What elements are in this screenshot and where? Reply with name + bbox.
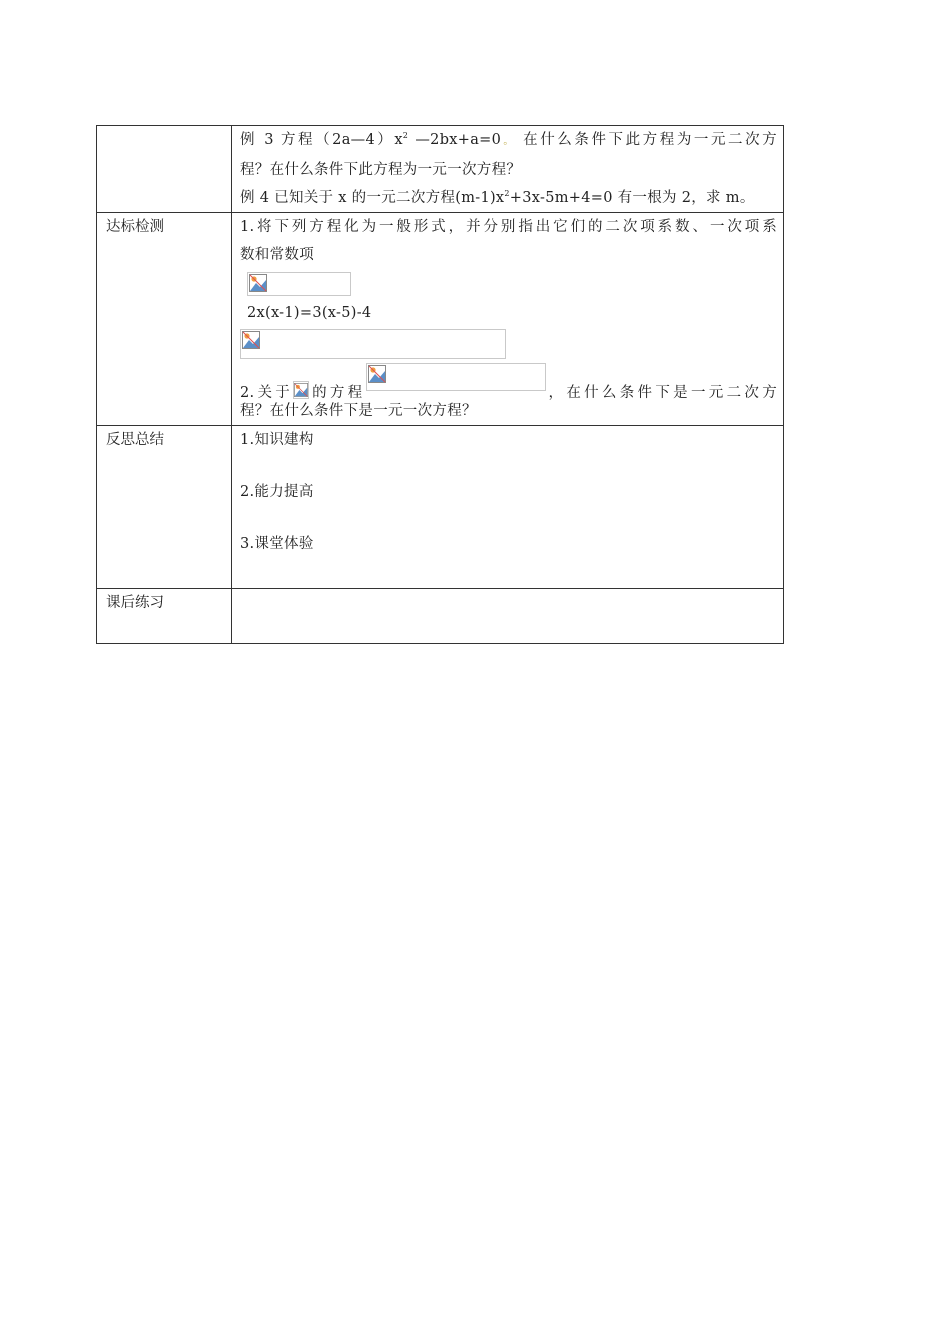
reflection-item: 2.能力提高 [240,484,314,500]
equation-image-2 [240,329,506,359]
equation-image-1 [247,272,351,296]
table-row-homework [97,589,784,644]
question-2-line-2: 程？在什么条件下是一元一次方程？ [240,403,477,419]
table-row-examples [97,126,784,213]
example-3-line-1: 例 3 方程$(2a—4)x^2$ —2bx+a=0。 在什么条件下此方程为一元二次方 [240,131,777,148]
table-row-reflection [97,426,784,589]
row-label-empty [97,126,232,213]
equation-text: 2x(x-1)=3(x-5)-4 [247,305,372,321]
homework-cell [232,589,784,644]
broken-image-icon [242,331,260,349]
example-4-line: 例 4 已知关于 x 的一元二次方程$(m-1)x^2+3x-5m+4=0$ 有一根为 2，求 m。 [240,189,755,206]
example-3-line-2: 程？在什么条件下此方程为一元一次方程？ [240,162,522,178]
question-1-line-1: 1.将下列方程化为一般形式，并分别指出它们的二次项系数、一次项系 [240,219,777,235]
question-1-line-2: 数和常数项 [240,247,314,263]
examples-cell [232,126,784,213]
variable-image [293,381,309,399]
reflection-item: 1.知识建构 [240,432,314,448]
lesson-table [96,125,784,644]
equation-image-3 [366,363,546,391]
row-label-homework: 课后练习 [97,589,232,644]
row-label-reflection: 反思总结 [97,426,232,589]
question-2-line-1: 2.关于 的方程 ，在什么条件下是一元二次方 [240,363,777,397]
broken-image-icon [249,274,267,292]
reflection-item: 3.课堂体验 [240,536,314,552]
broken-image-icon [294,382,308,398]
check-cell [232,213,784,426]
reflection-cell [232,426,784,589]
broken-image-icon [368,365,386,383]
table-row-check [97,213,784,426]
row-label-check: 达标检测 [97,213,232,426]
